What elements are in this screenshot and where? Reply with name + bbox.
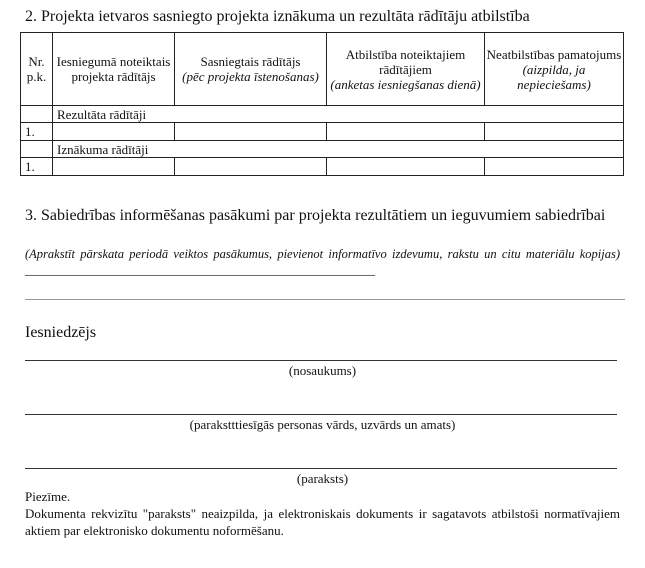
section-spacer <box>21 141 53 158</box>
row-number: 1. <box>21 123 53 141</box>
header-planned-indicator: Iesniegumā noteiktais projekta rādītājs <box>53 33 175 106</box>
name-line[interactable] <box>25 360 617 361</box>
section-spacer <box>21 106 53 123</box>
section-3-title: 3. Sabiedrības informēšanas pasākumi par projekta rezultātiem un ieguvumiem sabiedrībai <box>25 207 606 224</box>
footnote-label: Piezīme. <box>25 489 71 504</box>
footnote-text: Dokumenta rekvizītu "paraksts" neaizpilda, ja elektroniskais dokuments ir sagatavots atbilstoši normatīvajiem aktiem par elektronisko dokumentu noformēšanu. <box>25 506 620 538</box>
footnote <box>25 488 620 539</box>
header-achieved-note: (pēc projekta īstenošanas) <box>182 69 319 84</box>
person-line[interactable] <box>25 414 617 415</box>
cell-compliance[interactable] <box>327 123 485 141</box>
header-compliance-note: (anketas iesniegšanas dienā) <box>330 76 481 92</box>
cell-justification[interactable] <box>485 123 624 141</box>
cell-compliance[interactable] <box>327 158 485 176</box>
person-caption: (parakstttiesīgās personas vārds, uzvārds un amats) <box>189 417 456 432</box>
cell-planned[interactable] <box>53 123 175 141</box>
header-compliance <box>327 33 485 106</box>
cell-planned[interactable] <box>53 158 175 176</box>
header-nr: Nr. p.k. <box>21 33 53 106</box>
header-justification <box>485 33 624 106</box>
section-3-divider <box>25 299 625 300</box>
table-row <box>21 158 624 176</box>
section-label-outputs: Iznākuma rādītāji <box>53 141 624 158</box>
section-label-results: Rezultāta rādītāji <box>53 106 624 123</box>
header-achieved-main: Sasniegtais rādītājs <box>200 54 301 69</box>
cell-justification[interactable] <box>485 158 624 176</box>
table-row <box>21 123 624 141</box>
signature-caption: (paraksts) <box>296 471 349 486</box>
table-section-row <box>21 141 624 158</box>
submitter-heading: Iesniedzējs <box>25 324 97 341</box>
table-header-row <box>21 33 624 106</box>
cell-achieved[interactable] <box>175 123 327 141</box>
header-compliance-main: Atbilstība noteiktajiem rādītājiem <box>345 46 466 77</box>
row-number: 1. <box>21 158 53 176</box>
table-section-row <box>21 106 624 123</box>
name-caption: (nosaukums) <box>288 363 357 378</box>
signature-line[interactable] <box>25 468 617 469</box>
cell-achieved[interactable] <box>175 158 327 176</box>
section-3-note: (Aprakstīt pārskata periodā veiktos pasākumus, pievienot informatīvo izdevumu, rakstu un citu materiālu kopijas) ________________________________________________________ <box>25 247 620 277</box>
header-achieved-indicator <box>175 33 327 106</box>
header-justification-note: (aizpilda, ja nepieciešams) <box>517 61 591 92</box>
section-2-title: 2. Projekta ietvaros sasniegto projekta iznākuma un rezultāta rādītāju atbilstība <box>25 8 530 25</box>
header-justification-main: Neatbilstības pamatojums <box>486 46 622 62</box>
indicators-table <box>20 32 624 176</box>
